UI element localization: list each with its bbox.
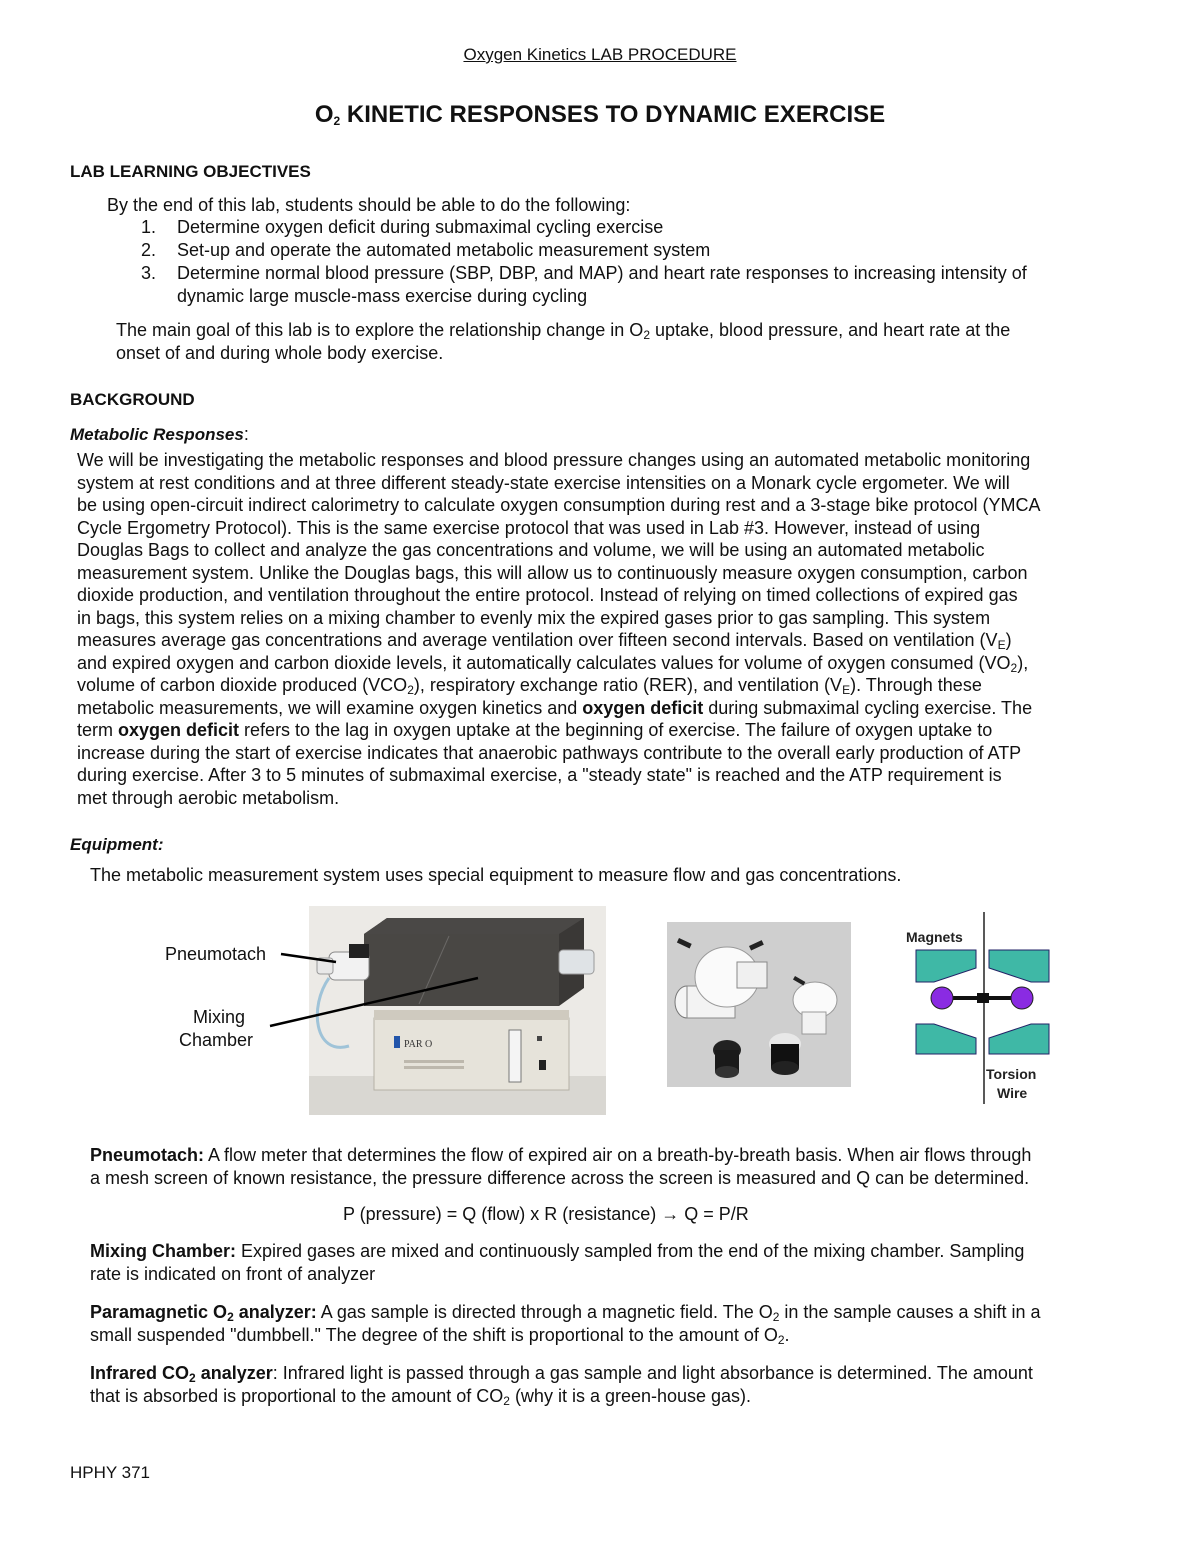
bg-line-11-b: ), respiratory exchange ratio (RER), and ventilation (V [413, 675, 843, 695]
pneumotach-parts-illustration [667, 922, 851, 1087]
metabolic-heading: Metabolic Responses [70, 425, 244, 444]
bg-line-12-bold: oxygen deficit [582, 697, 704, 718]
bg-line-9-a: measures average gas concentrations and average ventilation over fifteen second intervals. Based on ventilation (V [77, 630, 998, 650]
bg-line-10-sub: 2 [1010, 660, 1018, 675]
bg-line-13-b: refers to the lag in oxygen uptake at the beginning of exercise. The failure of oxygen uptake to [239, 720, 993, 740]
paramagnetic-term [90, 1302, 317, 1322]
background-heading: BACKGROUND [70, 390, 195, 409]
goal-text-b: uptake, blood pressure, and heart rate at the [650, 320, 1011, 340]
paramagnetic-term-a: Paramagnetic O [90, 1302, 228, 1322]
infrared-term [90, 1363, 273, 1383]
paramagnetic-line2-sub: 2 [777, 1333, 785, 1347]
paramagnetic-term-b: analyzer: [233, 1302, 317, 1322]
paramagnetic-text-a: A gas sample is directed through a magnetic field. The O [316, 1302, 773, 1322]
objective-item-3: Determine normal blood pressure (SBP, DBP, and MAP) and heart rate responses to increasing intensity of [177, 263, 1027, 283]
paramagnetic-desc-1 [90, 1301, 1041, 1324]
bg-line-15: during exercise. After 3 to 5 minutes of submaximal exercise, a "steady state" is reached and the ATP requirement is [77, 765, 1002, 785]
magnet-top-left [916, 950, 976, 982]
bg-line-6: measurement system. Unlike the Douglas bags, this will allow us to continuously measure oxygen consumption, carbon [77, 562, 1028, 583]
title-sub: 2 [333, 114, 341, 128]
bg-line-2: system at rest conditions and at three different steady-state exercise intensities on a Monark cycle ergometer. We will [77, 472, 1010, 493]
bg-line-14: increase during the start of exercise indicates that anaerobic pathways contribute to the overall early production of ATP [77, 742, 1022, 763]
bg-line-16: met through aerobic metabolism. [77, 787, 340, 808]
mixing-label-1: Mixing [193, 1007, 246, 1027]
mixing-label-2: Chamber [179, 1030, 254, 1050]
magnets-label: Magnets [906, 929, 963, 945]
bg-line-5: Douglas Bags to collect and analyze the gas concentrations and volume, we will be using an automated metabolic [77, 540, 985, 560]
page-header: Oxygen Kinetics LAB PROCEDURE [463, 45, 737, 64]
bg-line-13-a: term [77, 720, 119, 740]
page-footer: HPHY 371 [70, 1463, 151, 1482]
infrared-desc-2 [90, 1385, 751, 1408]
bg-line-11-sub1: 2 [407, 683, 414, 697]
infrared-term-a: Infrared CO [90, 1363, 190, 1383]
bg-line-12 [77, 697, 1137, 720]
pneumotach-text-1: A flow meter that determines the flow of expired air on a breath-by-breath basis. When air flows through [204, 1145, 1032, 1165]
infrared-desc-1 [90, 1362, 1033, 1385]
pneumotach-desc-1 [90, 1144, 1031, 1167]
paramagnetic-desc-2 [90, 1324, 790, 1347]
paramagnetic-text-sub: 2 [772, 1310, 780, 1324]
objectives-intro: By the end of this lab, students should be able to do the following: [107, 195, 631, 215]
infrared-line2-b: (why it is a green-house gas). [509, 1386, 752, 1406]
infrared-term-sub: 2 [189, 1371, 196, 1385]
bg-line-10 [77, 652, 1137, 675]
pressure-formula: P (pressure) = Q (flow) x R (resistance) → Q = P/R [343, 1204, 749, 1224]
metabolic-heading-line [70, 423, 249, 447]
infrared-text-1: : Infrared light is passed through a gas sample and light absorbance is determined. The amount [272, 1363, 1033, 1383]
title-prefix: O [314, 101, 334, 128]
bg-line-11-c: ). Through these [850, 675, 982, 695]
torsion-label-2: Wire [997, 1085, 1028, 1101]
mixing-desc-1 [90, 1240, 1024, 1263]
mixing-text-1: Expired gases are mixed and continuously sampled from the end of the mixing chamber. Sampling [236, 1241, 1025, 1261]
infrared-term-b: analyzer [195, 1363, 273, 1383]
equipment-heading: Equipment: [70, 835, 164, 854]
goal-text-a: The main goal of this lab is to explore the relationship change in O [116, 320, 644, 340]
goal-sub: 2 [643, 328, 650, 342]
metabolic-cart-illustration [309, 906, 606, 1115]
bg-line-4: Cycle Ergometry Protocol). This is the same exercise protocol that was used in Lab #3. However, instead of using [77, 517, 981, 538]
mixing-term: Mixing Chamber: [90, 1241, 237, 1261]
device-brand-text: PAR O [404, 1039, 433, 1050]
paramagnetic-illustration [904, 912, 1064, 1104]
objective-number-1: 1. [141, 217, 157, 237]
bg-line-10-b: ), [1017, 652, 1029, 673]
bg-line-9-b: ) [1005, 630, 1012, 650]
paramagnetic-line2-b: . [784, 1325, 790, 1345]
bg-line-7: dioxide production, and ventilation throughout the entire protocol. Instead of relying on timed collections of expired gas [77, 585, 1018, 605]
page-title [0, 101, 1200, 129]
metabolic-cart-photo [309, 906, 606, 1115]
bg-line-9 [77, 629, 1137, 652]
paramagnetic-text-b: in the sample causes a shift in a [779, 1302, 1041, 1322]
objective-number-2: 2. [141, 240, 157, 260]
goal-line-2: onset of and during whole body exercise. [116, 343, 444, 363]
objective-item-1: Determine oxygen deficit during submaximal cycling exercise [177, 217, 664, 237]
infrared-line2-sub: 2 [503, 1394, 510, 1408]
pneumotach-label: Pneumotach [165, 944, 267, 964]
bg-line-13-bold: oxygen deficit [118, 720, 240, 740]
paramagnetic-term-sub: 2 [227, 1310, 234, 1324]
torsion-label-1: Torsion [986, 1066, 1037, 1082]
dumbbell-ball-right [1011, 987, 1033, 1009]
bg-line-3: be using open-circuit indirect calorimetry to calculate oxygen consumption during rest and a 3-stage bike protocol (YMCA [77, 495, 1041, 515]
objectives-heading: LAB LEARNING OBJECTIVES [70, 162, 311, 181]
bg-line-11 [77, 674, 1137, 697]
bg-line-1: We will be investigating the metabolic responses and blood pressure changes using an automated metabolic monitoring [77, 450, 1031, 470]
bg-line-11-a: volume of carbon dioxide produced (VCO [77, 675, 408, 695]
paramagnetic-line2-a: small suspended "dumbbell." The degree of the shift is proportional to the amount of O [90, 1325, 778, 1345]
equipment-intro: The metabolic measurement system uses special equipment to measure flow and gas concentrations. [90, 865, 902, 885]
pneumotach-parts-photo [667, 922, 851, 1087]
metabolic-colon: : [243, 424, 249, 444]
magnet-top-right [989, 950, 1049, 982]
bg-line-11-sub2: E [842, 683, 851, 697]
magnet-bottom-left [916, 1024, 976, 1054]
bg-line-10-a: and expired oxygen and carbon dioxide levels, it automatically calculates values for volume of oxygen consumed (VO [77, 652, 1011, 673]
pneumotach-term: Pneumotach: [90, 1145, 205, 1165]
bg-line-13 [77, 719, 1137, 742]
pneumotach-desc-2: a mesh screen of known resistance, the pressure difference across the screen is measured and Q can be determined. [90, 1168, 1030, 1188]
bg-line-8: in bags, this system relies on a mixing chamber to evenly mix the expired gases prior to gas sampling. This system [77, 607, 991, 628]
bg-line-12-b: during submaximal cycling exercise. The [703, 697, 1033, 718]
objective-number-3: 3. [141, 263, 157, 283]
infrared-line2-a: that is absorbed is proportional to the amount of CO [90, 1386, 504, 1406]
paramagnetic-diagram [904, 912, 1064, 1104]
background-paragraph [77, 449, 1137, 809]
objective-item-3-cont: dynamic large muscle-mass exercise during cycling [177, 286, 588, 306]
goal-line-1 [116, 319, 1010, 342]
bg-line-9-sub: E [997, 638, 1006, 652]
objective-item-2: Set-up and operate the automated metabolic measurement system [177, 240, 711, 260]
mixing-desc-2: rate is indicated on front of analyzer [90, 1264, 376, 1284]
title-suffix: KINETIC RESPONSES TO DYNAMIC EXERCISE [340, 101, 886, 128]
bg-line-12-a: metabolic measurements, we will examine oxygen kinetics and [77, 697, 583, 718]
dumbbell-mirror [977, 993, 989, 1003]
magnet-bottom-right [989, 1024, 1049, 1054]
dumbbell-ball-left [931, 987, 953, 1009]
